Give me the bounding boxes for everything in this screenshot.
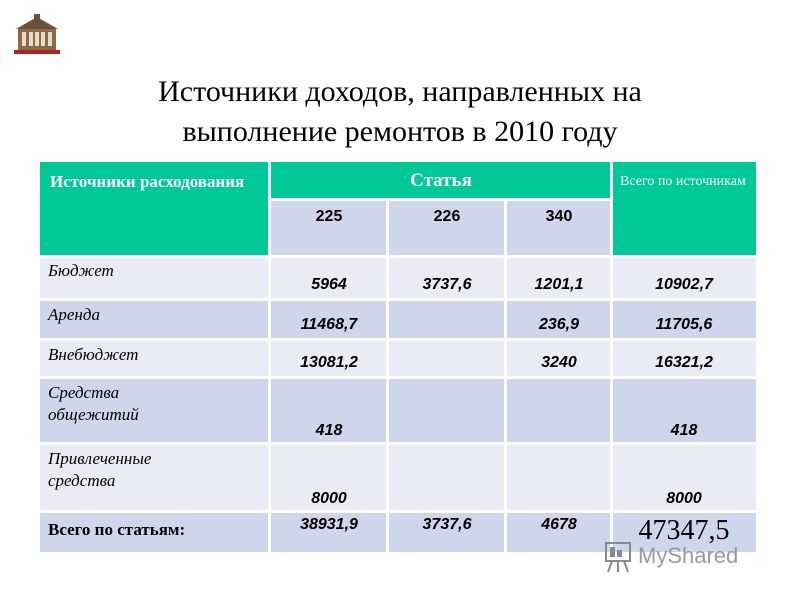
value: 11468,7 — [300, 316, 358, 333]
header-article-label: Статья — [410, 170, 472, 191]
presentation-board-icon — [604, 539, 634, 573]
cell-226 — [388, 300, 506, 340]
cell-total — [612, 256, 756, 300]
value: 3737,6 — [422, 276, 472, 293]
value: 236,9 — [538, 316, 580, 333]
cell-340 — [506, 340, 612, 378]
cell-225 — [270, 256, 388, 300]
row-label — [40, 444, 270, 512]
value: 3240 — [541, 354, 577, 371]
header-total-label: Всего по источникам — [620, 174, 746, 189]
footer-225 — [270, 512, 388, 552]
value: 47347,5 — [638, 515, 730, 546]
row-label — [40, 378, 270, 444]
value: 3737,6 — [422, 516, 472, 533]
header-total — [612, 162, 756, 256]
grid-line — [610, 162, 613, 552]
code-225 — [270, 200, 388, 256]
grid-line — [40, 510, 756, 513]
cell-225 — [270, 340, 388, 378]
row-label-text: Бюджет — [48, 261, 114, 280]
header-sources-label: Источники расходования — [50, 172, 245, 191]
code-226-label: 226 — [433, 208, 461, 225]
value: 13081,2 — [300, 354, 358, 371]
cell-total — [612, 340, 756, 378]
value: 8000 — [311, 490, 347, 507]
cell-226 — [388, 444, 506, 512]
page-title — [40, 72, 760, 152]
grid-line — [40, 376, 756, 379]
value: 1201,1 — [534, 276, 584, 293]
cell-225 — [270, 444, 388, 512]
value: 10902,7 — [655, 276, 713, 293]
cell-225 — [270, 378, 388, 444]
code-226 — [388, 200, 506, 256]
cell-total — [612, 300, 756, 340]
cell-340 — [506, 444, 612, 512]
grid-line — [40, 338, 756, 341]
value: 418 — [670, 422, 698, 439]
value: 8000 — [666, 490, 702, 507]
cell-226 — [388, 256, 506, 300]
value: 4678 — [541, 516, 577, 533]
cell-total — [612, 378, 756, 444]
cell-226 — [388, 378, 506, 444]
value: 5964 — [311, 276, 347, 293]
row-label-text: Внебюджет — [48, 345, 139, 364]
title-line-2: выполнение ремонтов в 2010 году — [182, 115, 618, 148]
row-label — [40, 256, 270, 300]
header-sources — [40, 162, 270, 256]
header-article — [270, 162, 612, 200]
grid-line — [40, 298, 756, 301]
grid-line — [40, 442, 756, 445]
building-logo-icon — [14, 14, 60, 56]
cell-total — [612, 444, 756, 512]
cell-340 — [506, 378, 612, 444]
footer-340 — [506, 512, 612, 552]
row-label-text: Средства общежитий — [48, 383, 139, 424]
value: 11705,6 — [655, 316, 713, 333]
cell-225 — [270, 300, 388, 340]
title-line-1: Источники доходов, направленных на — [158, 75, 642, 108]
watermark-text: MyShared — [638, 543, 739, 568]
code-340 — [506, 200, 612, 256]
code-340-label: 340 — [545, 208, 573, 225]
value: 16321,2 — [655, 354, 713, 371]
value: 38931,9 — [300, 516, 358, 533]
row-label-text: Привлеченные средства — [48, 449, 152, 490]
grid-line — [268, 162, 271, 552]
row-label — [40, 340, 270, 378]
code-225-label: 225 — [315, 208, 343, 225]
footer-label — [40, 512, 270, 552]
footer-label-text: Всего по статьям: — [48, 520, 186, 539]
footer-226 — [388, 512, 506, 552]
row-label — [40, 300, 270, 340]
cell-226 — [388, 340, 506, 378]
watermark — [604, 536, 764, 576]
grid-line — [270, 198, 612, 201]
value: 418 — [315, 422, 343, 439]
cell-340 — [506, 300, 612, 340]
cell-340 — [506, 256, 612, 300]
grid-line — [40, 255, 756, 258]
row-label-text: Аренда — [48, 305, 100, 324]
